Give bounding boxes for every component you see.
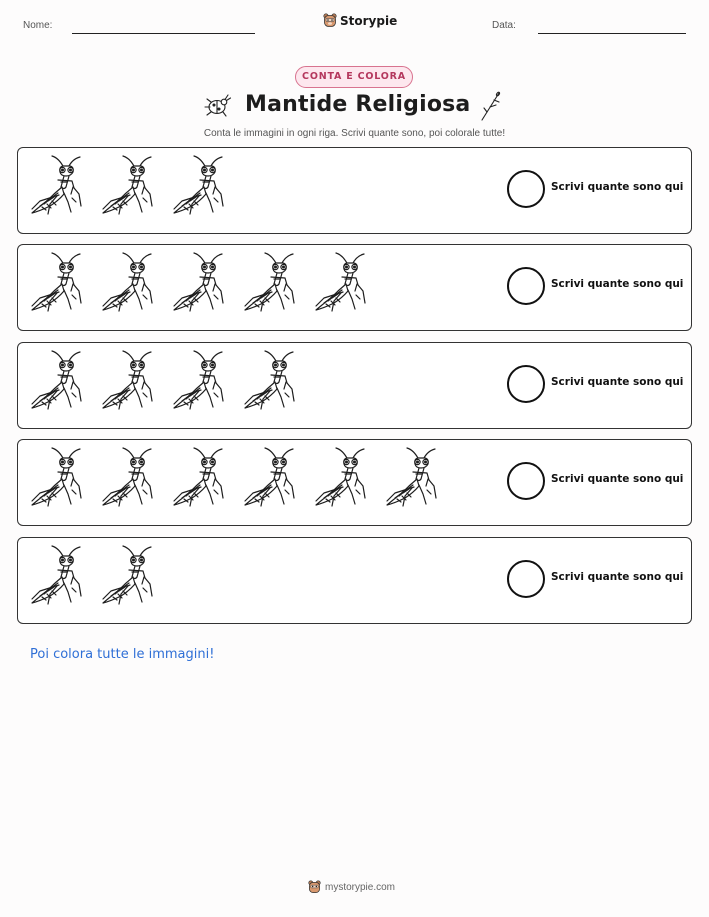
mantis-group	[28, 446, 443, 510]
praying-mantis-icon	[28, 251, 88, 315]
praying-mantis-icon	[241, 349, 301, 413]
praying-mantis-icon	[99, 251, 159, 315]
answer-label: Scrivi quante sono qui	[551, 376, 684, 388]
answer-label: Scrivi quante sono qui	[551, 278, 684, 290]
page-title: Mantide Religiosa	[245, 92, 471, 117]
color-reminder: Poi colora tutte le immagini!	[30, 647, 215, 662]
praying-mantis-icon	[170, 446, 230, 510]
count-row	[17, 342, 692, 429]
praying-mantis-icon	[99, 349, 159, 413]
praying-mantis-icon	[99, 544, 159, 608]
name-label: Nome:	[23, 20, 53, 31]
date-line[interactable]	[538, 33, 686, 34]
praying-mantis-icon	[170, 154, 230, 218]
praying-mantis-icon	[312, 251, 372, 315]
date-label: Data:	[492, 20, 516, 31]
footer-brand	[308, 880, 395, 894]
storypie-bear-icon	[323, 13, 337, 28]
praying-mantis-icon	[170, 349, 230, 413]
mantis-group	[28, 251, 372, 315]
storypie-bear-icon	[308, 880, 321, 894]
answer-circle[interactable]	[507, 267, 545, 305]
praying-mantis-icon	[241, 446, 301, 510]
mantis-group	[28, 154, 230, 218]
praying-mantis-icon	[28, 446, 88, 510]
answer-circle[interactable]	[507, 560, 545, 598]
praying-mantis-icon	[312, 446, 372, 510]
answer-circle[interactable]	[507, 365, 545, 403]
praying-mantis-icon	[28, 544, 88, 608]
praying-mantis-icon	[241, 251, 301, 315]
answer-circle[interactable]	[507, 462, 545, 500]
mantis-group	[28, 544, 159, 608]
count-row	[17, 439, 692, 526]
praying-mantis-icon	[99, 154, 159, 218]
activity-badge: CONTA E COLORA	[295, 66, 413, 88]
twig-icon	[478, 90, 504, 122]
brand-logo	[323, 13, 397, 28]
bug-icon	[202, 92, 232, 118]
answer-label: Scrivi quante sono qui	[551, 181, 684, 193]
praying-mantis-icon	[28, 349, 88, 413]
instructions: Conta le immagini in ogni riga. Scrivi quante sono, poi colorale tutte!	[203, 128, 506, 139]
footer-url: mystorypie.com	[325, 881, 396, 893]
count-row	[17, 147, 692, 234]
mantis-group	[28, 349, 301, 413]
brand-name: Storypie	[340, 13, 398, 28]
praying-mantis-icon	[99, 446, 159, 510]
answer-label: Scrivi quante sono qui	[551, 473, 684, 485]
count-row	[17, 537, 692, 624]
answer-label: Scrivi quante sono qui	[551, 571, 684, 583]
praying-mantis-icon	[28, 154, 88, 218]
praying-mantis-icon	[170, 251, 230, 315]
praying-mantis-icon	[383, 446, 443, 510]
name-line[interactable]	[72, 33, 255, 34]
count-row	[17, 244, 692, 331]
answer-circle[interactable]	[507, 170, 545, 208]
